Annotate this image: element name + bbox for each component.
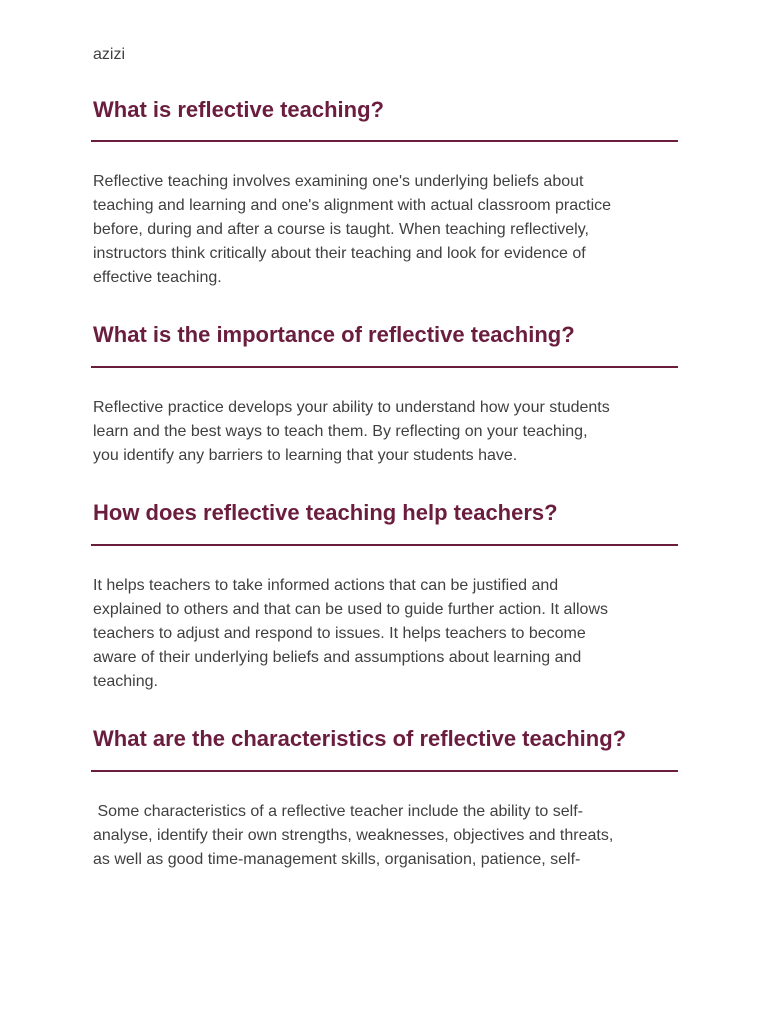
section-heading: What is reflective teaching? <box>93 97 384 122</box>
paragraph-line: Reflective practice develops your ability to understand how your students <box>93 399 610 416</box>
paragraph-line: explained to others and that can be used to guide further action. It allows <box>93 601 608 619</box>
paragraph-line: aware of their underlying beliefs and assumptions about learning and <box>93 649 582 667</box>
paragraph-line: Some characteristics of a reflective teacher include the ability to self- <box>93 803 583 820</box>
paragraph-line: learn and the best ways to teach them. By reflecting on your teaching, <box>93 423 588 441</box>
section-heading: What is the importance of reflective teaching? <box>93 322 575 347</box>
section-paragraph <box>93 170 678 290</box>
paragraph-line: analyse, identify their own strengths, weaknesses, objectives and threats, <box>93 827 614 845</box>
paragraph-line: as well as good time-management skills, organisation, patience, self- <box>93 851 581 869</box>
paragraph-line: It helps teachers to take informed actions that can be justified and <box>93 577 559 594</box>
paragraph-line: teachers to adjust and respond to issues. It helps teachers to become <box>93 625 586 643</box>
paragraph-line: before, during and after a course is taught. When teaching reflectively, <box>93 221 589 239</box>
section-characteristics-of-reflective-teaching <box>93 725 678 869</box>
section-paragraph <box>93 396 678 468</box>
paragraph-line: you identify any barriers to learning that your students have. <box>93 447 518 465</box>
paragraph-line: Reflective teaching involves examining one's underlying beliefs about <box>93 173 584 190</box>
section-paragraph <box>93 800 678 872</box>
paragraph-line: teaching. <box>93 673 158 691</box>
heading-rule <box>91 770 678 772</box>
paragraph-line: teaching and learning and one's alignment with actual classroom practice <box>93 197 612 215</box>
author-name: azizi <box>93 46 126 63</box>
section-heading: What are the characteristics of reflective teaching? <box>93 726 627 751</box>
section-how-reflective-teaching-helps <box>93 499 678 691</box>
heading-rule <box>91 366 678 368</box>
paragraph-line: effective teaching. <box>93 269 222 287</box>
section-heading: How does reflective teaching help teachers? <box>93 500 558 525</box>
document-page <box>93 44 678 869</box>
heading-rule <box>91 140 678 142</box>
heading-rule <box>91 544 678 546</box>
paragraph-line: instructors think critically about their teaching and look for evidence of <box>93 245 586 263</box>
section-what-is-reflective-teaching <box>93 96 678 287</box>
section-paragraph <box>93 574 678 694</box>
section-importance-of-reflective-teaching <box>93 321 678 465</box>
